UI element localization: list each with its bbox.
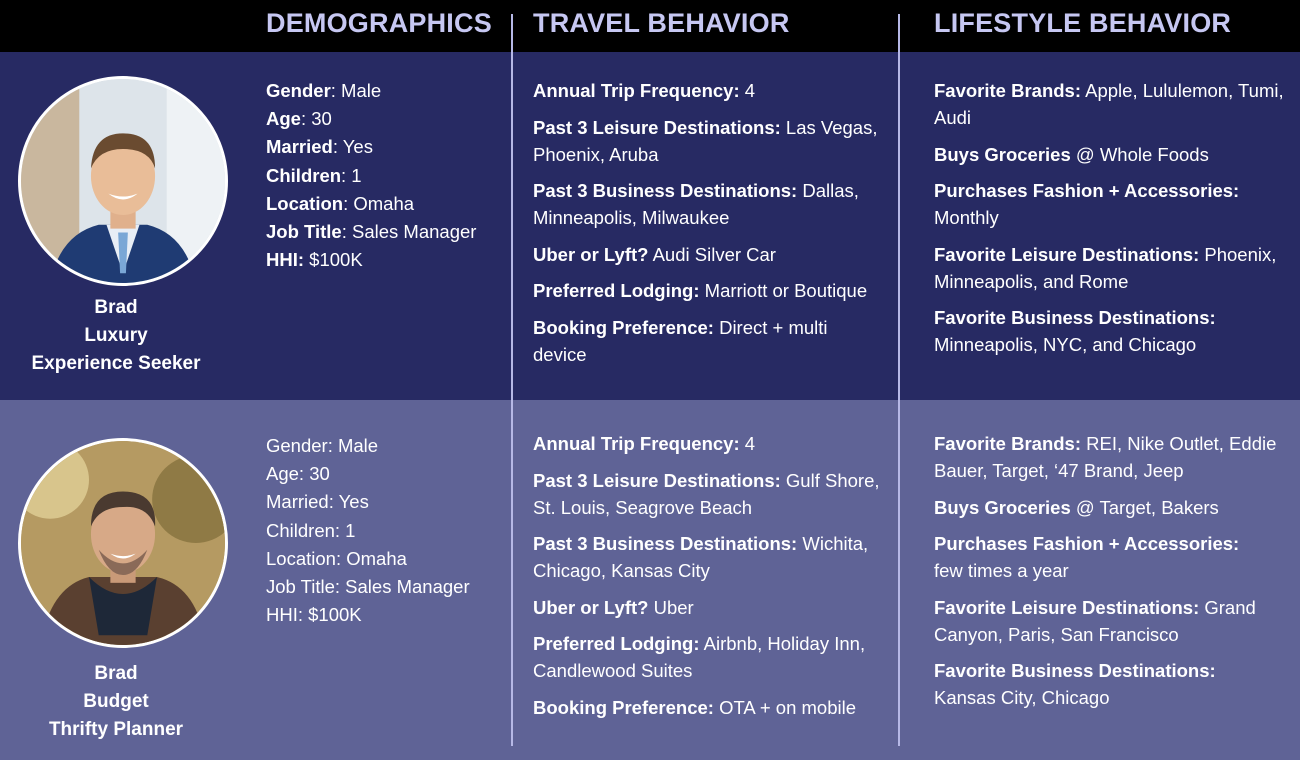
column-divider: [898, 14, 900, 746]
man-in-hoodie-image: [21, 441, 225, 645]
persona-name-label: [0, 660, 232, 744]
rideshare-preference: Uber or Lyft? Audi Silver Car: [533, 243, 776, 265]
hhi-field: HHI: $100K: [266, 604, 362, 626]
location-field: Location: Omaha: [266, 547, 407, 569]
persona-type: Experience Seeker: [31, 353, 201, 374]
gender-field: Gender: Male: [266, 435, 379, 456]
rideshare-preference: Uber or Lyft? Uber: [533, 596, 694, 618]
business-destinations: Past 3 Business Destinations: Wichita, Chicago, Kansas City: [533, 533, 869, 581]
hhi-field: HHI: $100K: [266, 249, 363, 271]
business-destinations: Past 3 Business Destinations: Dallas, Minneapolis, Milwaukee: [533, 180, 859, 228]
age-field: Age: 30: [266, 108, 332, 130]
favorite-business-destinations: Favorite Business Destinations: Minneapolis, NYC, and Chicago: [934, 307, 1216, 355]
fashion-purchases: Purchases Fashion + Accessories: Monthly: [934, 180, 1240, 228]
demographics-list-budget: [266, 432, 470, 629]
lifestyle-behavior-list-luxury: [934, 77, 1284, 368]
children-field: Children: 1: [266, 519, 356, 541]
location-field: Location: Omaha: [266, 192, 415, 214]
favorite-brands: Favorite Brands: REI, Nike Outlet, Eddie Bauer, Target, ‘47 Brand, Jeep: [934, 433, 1277, 481]
groceries: Buys Groceries @ Target, Bakers: [934, 496, 1219, 518]
persona-photo-budget: [18, 438, 228, 648]
trip-frequency: Annual Trip Frequency: 4: [533, 433, 756, 454]
preferred-lodging: Preferred Lodging: Airbnb, Holiday Inn, Candlewood Suites: [533, 633, 866, 681]
persona-type: Thrifty Planner: [48, 719, 184, 740]
persona-segment: Luxury: [84, 325, 148, 346]
man-in-suit-image: [21, 79, 225, 283]
lifestyle-behavior-list-budget: [934, 430, 1284, 721]
gender-field: Gender: Male: [266, 80, 382, 101]
booking-preference: Booking Preference: OTA + on mobile: [533, 696, 857, 718]
trip-frequency: Annual Trip Frequency: 4: [533, 80, 756, 101]
favorite-business-destinations: Favorite Business Destinations: Kansas City, Chicago: [934, 660, 1216, 708]
lifestyle-behavior-heading: LIFESTYLE BEHAVIOR: [934, 8, 1232, 38]
children-field: Children: 1: [266, 164, 362, 186]
job-title-field: Job Title: Sales Manager: [266, 576, 470, 598]
groceries: Buys Groceries @ Whole Foods: [934, 143, 1209, 165]
age-field: Age: 30: [266, 463, 330, 485]
persona-name: Brad: [94, 663, 138, 684]
favorite-leisure-destinations: Favorite Leisure Destinations: Phoenix, Minneapolis, and Rome: [934, 243, 1277, 292]
favorite-brands: Favorite Brands: Apple, Lululemon, Tumi, Audi: [934, 80, 1284, 128]
header-bar: [0, 0, 1300, 52]
leisure-destinations: Past 3 Leisure Destinations: Gulf Shore, St. Louis, Seagrove Beach: [533, 469, 880, 518]
travel-behavior-heading: TRAVEL BEHAVIOR: [533, 8, 790, 38]
married-field: Married: Yes: [266, 136, 373, 158]
column-divider: [511, 14, 513, 746]
fashion-purchases: Purchases Fashion + Accessories: few times a year: [934, 533, 1240, 581]
travel-behavior-list-budget: [533, 430, 883, 730]
married-field: Married: Yes: [266, 491, 369, 513]
persona-name: Brad: [94, 297, 138, 318]
booking-preference: Booking Preference: Direct + multi device: [533, 316, 828, 365]
travel-behavior-list-luxury: [533, 77, 883, 377]
job-title-field: Job Title: Sales Manager: [266, 221, 477, 243]
persona-photo-luxury: [18, 76, 228, 286]
demographics-list-luxury: [266, 77, 476, 274]
persona-segment: Budget: [83, 691, 149, 712]
favorite-leisure-destinations: Favorite Leisure Destinations: Grand Canyon, Paris, San Francisco: [934, 596, 1256, 645]
leisure-destinations: Past 3 Leisure Destinations: Las Vegas, Phoenix, Aruba: [533, 116, 878, 165]
persona-name-label: [0, 294, 232, 378]
demographics-heading: DEMOGRAPHICS: [266, 8, 492, 38]
preferred-lodging: Preferred Lodging: Marriott or Boutique: [533, 280, 868, 301]
